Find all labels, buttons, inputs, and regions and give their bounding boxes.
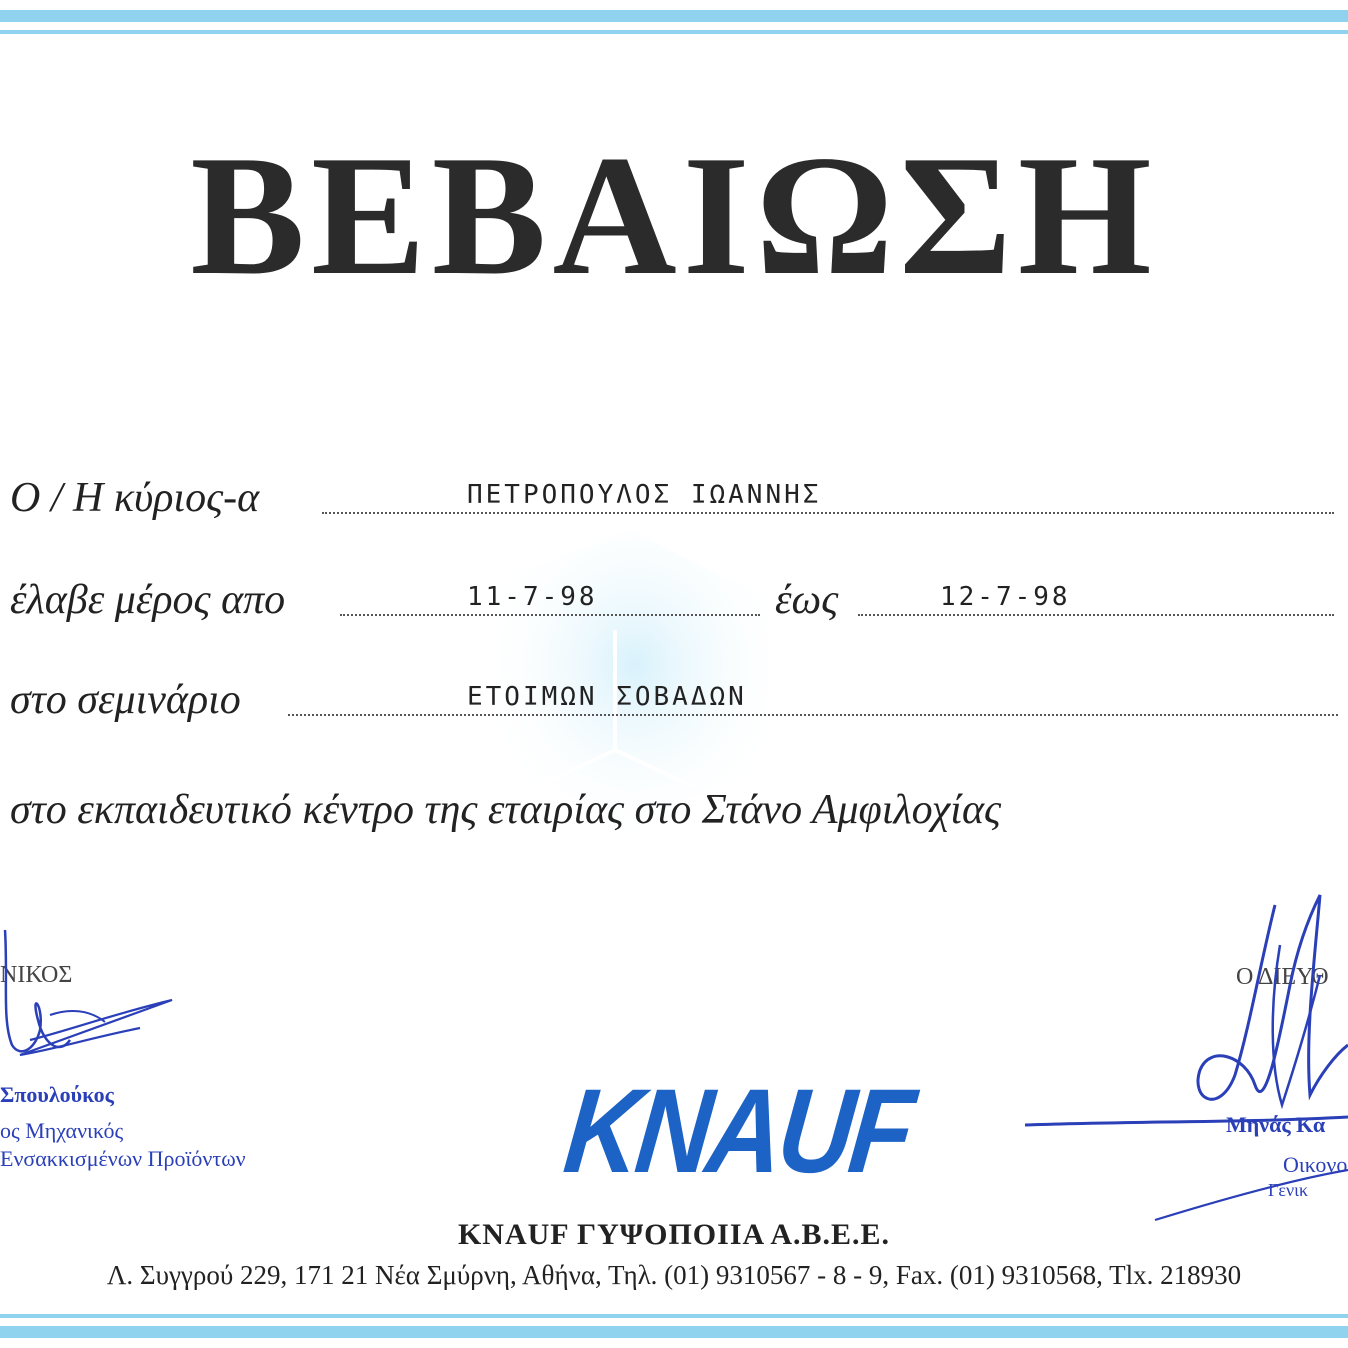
from-date-value: 11-7-98 [467, 582, 598, 612]
seminar-value: ΕΤΟΙΜΩΝ ΣΟΒΑΔΩΝ [467, 682, 747, 712]
to-date-value: 12-7-98 [940, 582, 1071, 612]
document-title: ΒΕΒΑΙΩΣΗ [190, 121, 1158, 311]
name-label: Ο / Η κύριος-α [10, 475, 260, 521]
name-dotted-line [322, 512, 1334, 514]
to-label: έως [775, 577, 839, 623]
bottom-border [0, 1314, 1348, 1338]
knauf-logo: KNAUF [558, 1065, 917, 1199]
left-signatory-title-2: Ενσακκισμένων Προϊόντων [0, 1146, 246, 1171]
company-address: Λ. Συγγρού 229, 171 21 Νέα Σμύρνη, Αθήνα, Τηλ. (01) 9310567 - 8 - 9, Fax. (01) 9310568, Tlx. 218930 [106, 1260, 1242, 1290]
seminar-label: στο σεμινάριο [10, 677, 241, 723]
seminar-dotted-line [288, 714, 1338, 716]
left-signatory-name: Σπουλούκος [0, 1082, 114, 1107]
location-line: στο εκπαιδευτικό κέντρο της εταιρίας στο Στάνο Αμφιλοχίας [10, 787, 1002, 833]
dates-row [0, 570, 1348, 630]
name-value: ΠΕΤΡΟΠΟΥΛΟΣ ΙΩΑΝΝΗΣ [467, 480, 822, 510]
right-signatory-name: Μηνάς Κα [1226, 1112, 1326, 1137]
name-row [0, 468, 1348, 528]
seminar-row [0, 670, 1348, 730]
right-signatory-title-2: Γενικ [1268, 1180, 1309, 1200]
right-signatory-title-1: Οικονο [1283, 1152, 1348, 1177]
left-signature-icon [0, 920, 190, 1070]
from-dotted-line [340, 614, 760, 616]
right-signatory-role: Ο ΔΙΕΥΘ [1236, 964, 1329, 990]
to-dotted-line [858, 614, 1334, 616]
from-label: έλαβε μέρος απο [10, 577, 286, 623]
top-border [0, 10, 1348, 34]
company-name: KNAUF ΓΥΨΟΠΟΙΙΑ Α.Β.Ε.Ε. [457, 1218, 891, 1251]
left-signatory-title-1: ος Μηχανικός [0, 1118, 124, 1143]
left-signatory-role: ΝΙΚΟΣ [0, 962, 73, 988]
